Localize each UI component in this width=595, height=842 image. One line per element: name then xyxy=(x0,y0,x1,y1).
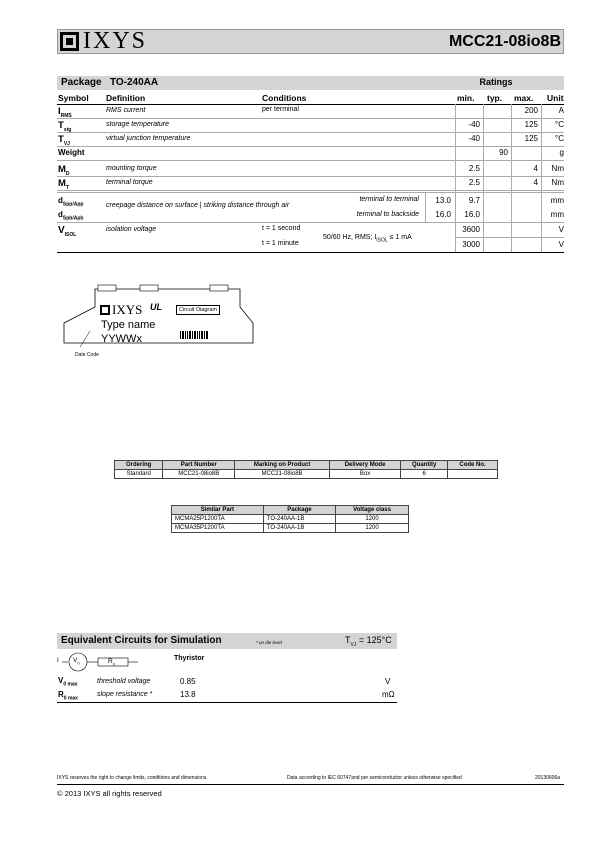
creepage-min-1: 9.7 xyxy=(468,196,480,205)
equiv-r1-unit: V xyxy=(385,677,391,686)
equiv-r1-def: threshold voltage xyxy=(97,678,151,685)
row-definition: storage temperature xyxy=(106,121,170,128)
module-date: YYWWx xyxy=(101,333,142,345)
package-label: Package TO-240AA xyxy=(61,77,159,88)
equiv-title: Equivalent Circuits for Simulation xyxy=(61,635,222,646)
footer-iec: Data according to IEC 60747and per semiconductor unless otherwise specified xyxy=(287,775,462,781)
similar-header: Voltage class xyxy=(336,506,409,515)
footer-rule xyxy=(57,784,564,785)
isolation-t1: t = 1 second xyxy=(262,225,301,232)
row-definition: mounting torque xyxy=(106,165,157,172)
isolation-min-2: 3000 xyxy=(462,240,480,249)
row-rule xyxy=(57,146,564,147)
ordering-cell: MCC21-08io8B xyxy=(163,470,235,479)
equiv-r2-sym: $R_{0 max}$ xyxy=(58,690,78,702)
ordering-header: Code No. xyxy=(448,461,498,470)
equiv-end-rule xyxy=(57,702,397,703)
col-max: max. xyxy=(514,93,534,103)
isolation-sym: $V_{ISOL}$ xyxy=(58,225,77,238)
row-rule xyxy=(57,118,564,119)
col-definition: Definition xyxy=(106,93,146,103)
part-number-title: MCC21-08io8B xyxy=(448,33,561,50)
row-symbol: $I_{RMS}$ xyxy=(58,106,72,119)
equiv-v0: $V_0$ xyxy=(73,657,80,666)
sep-creep xyxy=(425,192,426,222)
row-rule xyxy=(57,190,564,191)
row-unit: g xyxy=(559,148,564,157)
creepage-cond-1: terminal to terminal xyxy=(359,196,419,203)
similar-cell: 1200 xyxy=(336,515,409,524)
creepage-unit-1: mm xyxy=(550,196,564,205)
thyristor-label: Thyristor xyxy=(174,655,205,662)
ordering-header: Delivery Mode xyxy=(329,461,400,470)
similar-header: Similar Part xyxy=(172,506,264,515)
row-unit: A xyxy=(558,106,564,115)
module-logo: IXYS xyxy=(100,302,142,318)
creepage-unit-2: mm xyxy=(550,210,564,219)
equiv-r1-val: 0.85 xyxy=(180,677,196,686)
row-rule xyxy=(57,132,564,133)
row-min: -40 xyxy=(468,120,480,129)
ul-mark: UL xyxy=(150,302,162,312)
col-typ: typ. xyxy=(487,93,503,103)
table-row xyxy=(172,515,409,524)
creepage-val-2: 16.0 xyxy=(435,210,451,219)
similar-header: Package xyxy=(263,506,335,515)
col-unit: Unit xyxy=(547,93,564,103)
similar-cell: MCMA25P1200TA xyxy=(172,515,264,524)
ordering-table xyxy=(114,460,498,479)
footer-date: 20130606a xyxy=(535,775,561,781)
row-rule xyxy=(455,237,564,238)
col-conditions: Conditions xyxy=(262,93,307,103)
ordering-header: Quantity xyxy=(401,461,448,470)
similar-cell: TO-240AA-1B xyxy=(263,524,335,533)
row-symbol: $M_T$ xyxy=(58,178,69,191)
row-definition: virtual junction temperature xyxy=(106,135,191,142)
row-typ: 90 xyxy=(499,148,508,157)
row-min: 2.5 xyxy=(468,164,480,173)
row-symbol: Weight xyxy=(58,148,85,157)
row-rule xyxy=(57,222,564,223)
equiv-r1-sym: $V_{0 max}$ xyxy=(58,676,78,688)
row-definition: RMS current xyxy=(106,107,146,114)
row-unit: Nm xyxy=(551,178,564,187)
creepage-sym-2: $d_{Spb/Apb}$ xyxy=(58,210,84,222)
equiv-r2-def: slope resistance * xyxy=(97,691,153,698)
col-min: min. xyxy=(457,93,475,103)
equiv-tvj: $T_{VJ} = 125^\circ C$ xyxy=(345,635,392,648)
ordering-cell: Box xyxy=(329,470,400,479)
equiv-i: I xyxy=(57,657,59,664)
row-unit: °C xyxy=(555,120,564,129)
row-rule xyxy=(57,192,564,193)
row-max: 4 xyxy=(533,178,538,187)
row-unit: °C xyxy=(555,134,564,143)
ratings-label: Ratings xyxy=(479,77,513,87)
row-symbol: $T_{stg}$ xyxy=(58,120,72,133)
isolation-def: isolation voltage xyxy=(106,226,157,233)
row-symbol: $T_{VJ}$ xyxy=(58,134,70,147)
ordering-header: Marking on Product xyxy=(235,461,330,470)
row-max: 200 xyxy=(524,106,538,115)
table-row xyxy=(172,524,409,533)
col-symbol: Symbol xyxy=(58,93,89,103)
logo-mark-icon xyxy=(60,32,79,51)
module-logo-icon xyxy=(100,305,110,315)
row-symbol: $M_D$ xyxy=(58,164,70,177)
creepage-val-1: 13.0 xyxy=(435,196,451,205)
module-type-name: Type name xyxy=(101,319,156,331)
creepage-def: creepage distance on surface | striking distance through air xyxy=(106,202,290,209)
creepage-cond-2: terminal to backside xyxy=(356,211,419,218)
ordering-header: Ordering xyxy=(115,461,163,470)
row-min: 2.5 xyxy=(468,178,480,187)
row-definition: terminal torque xyxy=(106,179,153,186)
equiv-r0: $R_0$ xyxy=(108,658,115,667)
ordering-cell: Standard xyxy=(115,470,163,479)
header-rule xyxy=(57,104,564,105)
ordering-header: Part Number xyxy=(163,461,235,470)
sep-typ xyxy=(483,104,484,252)
equiv-note: * on die level xyxy=(256,640,282,645)
equiv-r2-val: 13.8 xyxy=(180,690,196,699)
creepage-min-2: 16.0 xyxy=(464,210,480,219)
row-min: -40 xyxy=(468,134,480,143)
row-condition: per terminal xyxy=(262,106,299,113)
copyright: © 2013 IXYS all rights reserved xyxy=(57,789,162,798)
isolation-unit-2: V xyxy=(558,240,564,249)
similar-cell: 1200 xyxy=(336,524,409,533)
ordering-cell: MCC21-08io8B xyxy=(235,470,330,479)
footer-disclaimer: IXYS reserves the right to change limits, conditions and dimensions. xyxy=(57,775,208,781)
row-rule xyxy=(57,160,564,161)
similar-table xyxy=(171,505,409,533)
row-unit: Nm xyxy=(551,164,564,173)
circuit-diagram-box: Circuit Diagram xyxy=(176,305,220,315)
similar-cell: TO-240AA-1B xyxy=(263,515,335,524)
module-drawing xyxy=(60,283,260,363)
table-end-rule xyxy=(57,252,564,253)
equiv-r2-unit: mΩ xyxy=(382,690,395,699)
ixys-logo: IXYS xyxy=(60,31,147,52)
row-max: 125 xyxy=(524,134,538,143)
isolation-min-1: 3600 xyxy=(462,225,480,234)
isolation-cond: 50/60 Hz, RMS; $I_{ISOL} \le 1$ mA xyxy=(323,234,412,244)
ordering-cell: 6 xyxy=(401,470,448,479)
isolation-t2: t = 1 minute xyxy=(262,240,299,247)
creepage-sym-1: $d_{Spp/App}$ xyxy=(58,196,84,208)
row-rule xyxy=(57,176,564,177)
similar-cell: MCMA35P1200TA xyxy=(172,524,264,533)
isolation-unit-1: V xyxy=(558,225,564,234)
row-max: 4 xyxy=(533,164,538,173)
date-code-label: Date Code xyxy=(75,352,99,358)
ordering-cell xyxy=(448,470,498,479)
row-max: 125 xyxy=(524,120,538,129)
